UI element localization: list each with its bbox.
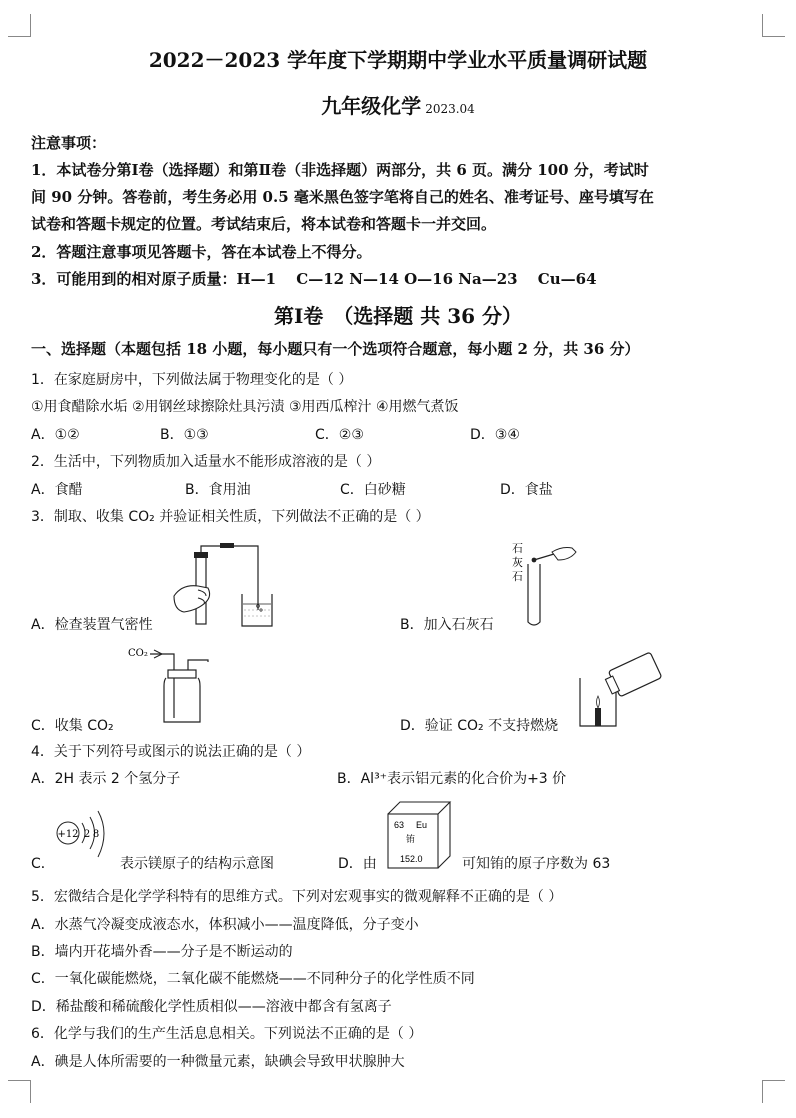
atomic-mass: 152.0 [400,854,423,864]
section-title: 第Ⅰ卷 （选择题 共 36 分） [273,304,523,328]
notice-line: 2．答题注意事项见答题卡，答在本试卷上不得分。 [31,243,372,261]
question-3-option-d: D．验证 CO₂ 不支持燃烧 [400,718,559,734]
question-3-option-b: B．加入石灰石 [400,617,494,633]
question-2-stem: 2．生活中，下列物质加入适量水不能形成溶液的是（ ） [31,454,381,470]
limestone-label-char: 石 [512,542,523,555]
limestone-label-char: 石 [512,570,523,583]
figure-airtightness-check [168,540,278,632]
question-4-option-a: A．2H 表示 2 个氢分子 [31,771,181,787]
subject-title: 九年级化学 [321,94,422,118]
co2-label: CO₂ [128,648,148,659]
question-5-option-c: C．一氧化碳能燃烧，二氧化碳不能燃烧——不同种分子的化学性质不同 [31,971,475,987]
shell-2-electrons: 8 [92,829,100,840]
part-heading: 一、选择题（本题包括 18 小题，每小题只有一个选项符合题意，每小题 2 分，共 36 分） [31,340,640,358]
atomic-number: 63 [394,820,405,830]
crop-mark-top-right [762,14,785,37]
question-4-option-d-prefix: D．由 [338,856,377,872]
question-5-option-b: B．墙内开花墙外香——分子是不断运动的 [31,944,293,960]
question-6-option-a: A．碘是人体所需要的一种微量元素，缺碘会导致甲状腺肿大 [31,1054,405,1070]
page-subtitle [0,90,796,119]
question-5-option-a: A．水蒸气冷凝变成液态水，体积减小——温度降低，分子变小 [31,917,419,933]
question-4-option-b: B．Al³⁺表示铝元素的化合价为+3 价 [337,771,567,787]
question-1-items: ①用食醋除水垢 ②用钢丝球擦除灶具污渍 ③用西瓜榨汁 ④用燃气煮饭 [31,399,459,415]
crop-mark-bottom-right [762,1080,785,1103]
question-4-stem: 4．关于下列符号或图示的说法正确的是（ ） [31,744,311,760]
shell-1-electrons: 2 [83,829,91,840]
notice-line: 间 90 分钟。答卷前，考生务必用 0.5 毫米黑色签字笔将自己的姓名、准考证号、座号填写在 [31,188,654,206]
question-4-option-d-text: 可知铕的原子序数为 63 [462,856,611,872]
question-5-option-d: D．稀盐酸和稀硫酸化学性质相似——溶液中都含有氢离子 [31,999,392,1015]
question-4-option-c-text: 表示镁原子的结构示意图 [120,856,274,872]
question-3-option-c: C．收集 CO₂ [31,718,114,734]
question-1-option-b: B．①③ [160,427,209,443]
nucleus-charge: +12 [57,829,79,840]
figure-co2-candle [576,650,666,730]
question-2-option-d: D．食盐 [500,482,553,498]
question-2-option-c: C．白砂糖 [340,482,406,498]
notice-heading: 注意事项： [31,134,107,152]
notice-line: 1．本试卷分第Ⅰ卷（选择题）和第Ⅱ卷（非选择题）两部分，共 6 页。满分 100 分，考试时 [31,161,649,179]
question-2-option-b: B．食用油 [185,482,251,498]
element-name: 铕 [406,834,416,844]
question-1-option-c: C．②③ [315,427,364,443]
question-2-option-a: A．食醋 [31,482,83,498]
question-6-stem: 6．化学与我们的生产生活息息相关。下列说法不正确的是（ ） [31,1026,423,1042]
element-symbol: Eu [416,820,428,830]
question-1-option-a: A．①② [31,427,80,443]
exam-date: 2023.04 [425,102,475,116]
limestone-label-char: 灰 [512,556,523,569]
notice-line: 3．可能用到的相对原子质量：H—1 C—12 N—14 O—16 Na—23 Cu—64 [31,270,597,288]
question-3-option-a: A．检查装置气密性 [31,617,153,633]
crop-mark-top-left [8,14,31,37]
question-4-option-c-prefix: C． [31,856,55,872]
question-1-stem: 1．在家庭厨房中，下列做法属于物理变化的是（ ） [31,372,353,388]
figure-collect-co2 [128,644,218,728]
figure-magnesium-atom [54,805,114,869]
question-3-stem: 3．制取、收集 CO₂ 并验证相关性质，下列做法不正确的是（ ） [31,509,430,525]
notice-line: 试卷和答题卡规定的位置。考试结束后，将本试卷和答题卡一并交回。 [31,215,497,233]
page-title: 2022－2023 学年度下学期期中学业水平质量调研试题 [148,48,648,72]
question-1-option-d: D．③④ [470,427,520,443]
figure-add-limestone [510,540,580,630]
crop-mark-bottom-left [8,1080,31,1103]
question-5-stem: 5．宏微结合是化学学科特有的思维方式。下列对宏观事实的微观解释不正确的是（ ） [31,889,563,905]
figure-element-europium [384,800,454,872]
